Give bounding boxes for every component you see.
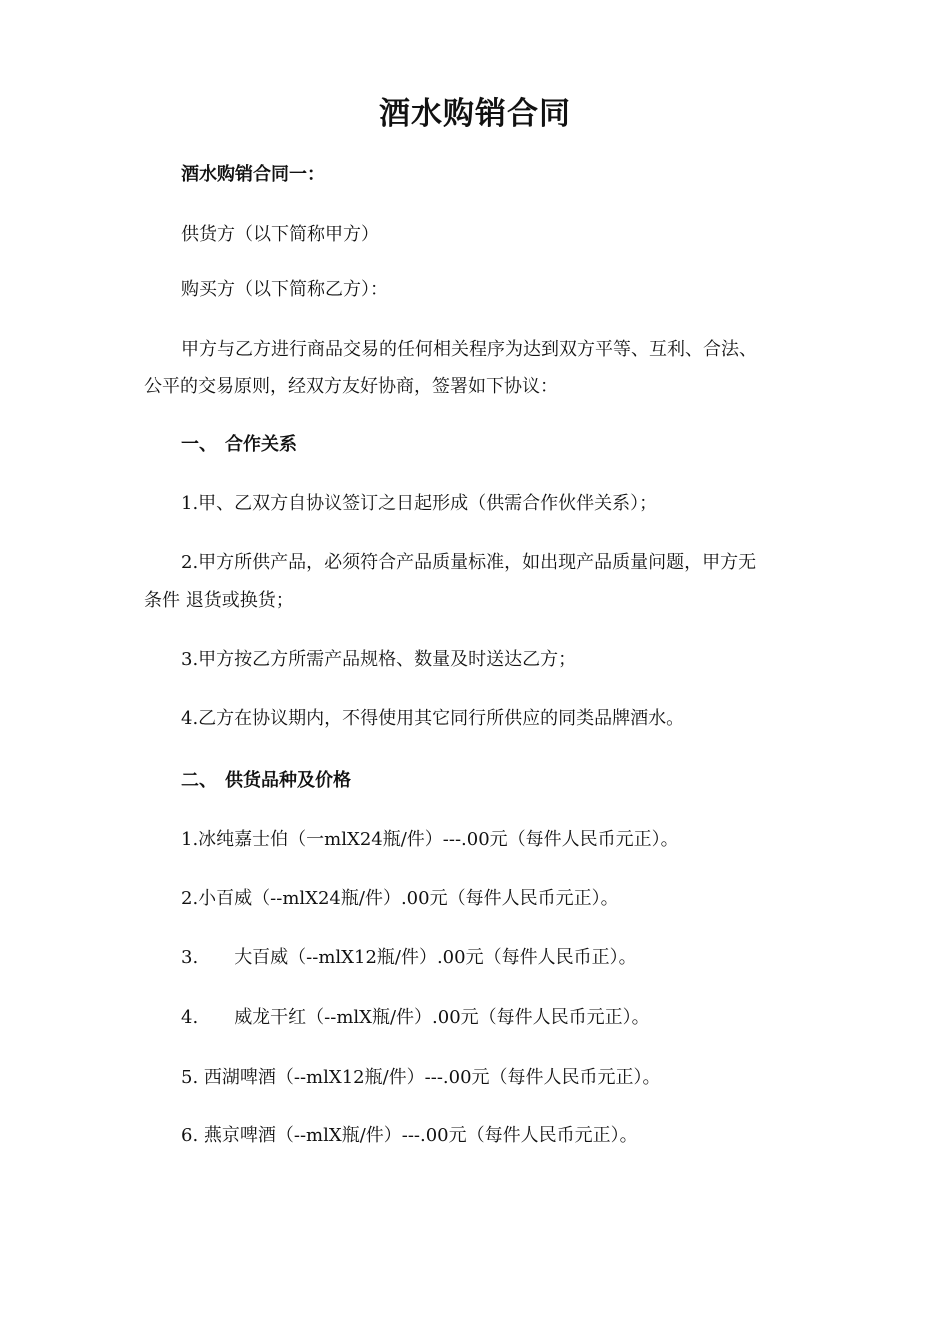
section-1-heading <box>181 433 297 457</box>
section-2-item-2: 2.小百威（--mlX24瓶/件）.00元（每件人民币元正）。 <box>181 888 619 909</box>
section-2-item-6: 6. 燕京啤酒（--mlX瓶/件）---.00元（每件人民币元正）。 <box>181 1125 638 1146</box>
section-2-number: 二、 <box>181 770 217 791</box>
section-1-item-4: 4.乙方在协议期内，不得使用其它同行所供应的同类品牌酒水。 <box>181 708 685 729</box>
section-2-item-3-text: 大百威（--mlX12瓶/件）.00元（每件人民币正）。 <box>234 947 637 968</box>
section-2-item-4-text: 威龙干红（--mlX瓶/件）.00元（每件人民币元正）。 <box>234 1007 650 1028</box>
contract-subtitle: 酒水购销合同一： <box>181 164 325 185</box>
supplier-line: 供货方（以下简称甲方） <box>181 224 379 245</box>
section-2-title: 供货品种及价格 <box>225 770 351 791</box>
section-2-item-3 <box>181 946 637 970</box>
section-2-heading <box>181 769 351 793</box>
section-1-item-2-line-2: 条件 退货或换货； <box>144 590 294 611</box>
document-title: 酒水购销合同 <box>379 96 571 132</box>
section-1-title: 合作关系 <box>225 434 297 455</box>
buyer-line: 购买方（以下简称乙方）： <box>181 279 388 300</box>
section-2-item-4 <box>181 1006 650 1030</box>
intro-paragraph-line-1: 甲方与乙方进行商品交易的任何相关程序为达到双方平等、互利、合法、 <box>181 339 757 360</box>
section-1-item-2-line-1: 2.甲方所供产品，必须符合产品质量标准，如出现产品质量问题，甲方无 <box>181 552 757 573</box>
section-2-item-4-number: 4. <box>181 1007 199 1028</box>
section-1-number: 一、 <box>181 434 217 455</box>
section-2-item-5: 5. 西湖啤酒（--mlX12瓶/件）---.00元（每件人民币元正）。 <box>181 1067 661 1088</box>
section-1-item-3: 3.甲方按乙方所需产品规格、数量及时送达乙方； <box>181 649 577 670</box>
section-2-item-3-number: 3. <box>181 947 199 968</box>
intro-paragraph-line-2: 公平的交易原则，经双方友好协商，签署如下协议： <box>144 376 558 397</box>
section-1-item-1: 1.甲、乙双方自协议签订之日起形成（供需合作伙伴关系）； <box>181 493 658 514</box>
section-2-item-1: 1.冰纯嘉士伯（一mlX24瓶/件）---.00元（每件人民币元正）。 <box>181 829 679 850</box>
